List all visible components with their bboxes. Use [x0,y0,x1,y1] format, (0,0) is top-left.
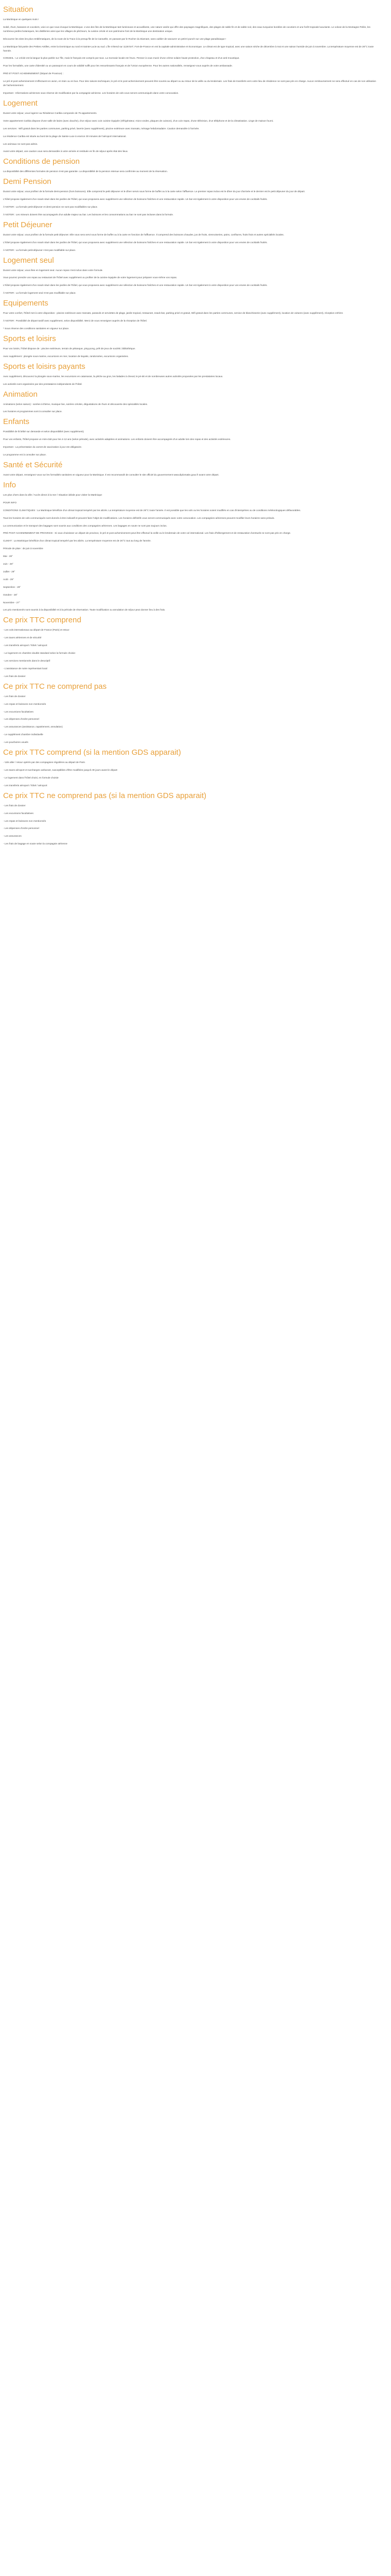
paragraph: POUR INFO [3,501,17,504]
section [3,417,379,457]
section-title: Demi Pension [3,177,52,187]
paragraph: Animations (selon saison) : soirées à thème, musique live, soirées créoles, dégustations de rhum et découverte des spécialités locales. [3,402,148,405]
paragraph: Vous pourrez prendre vos repas au restaurant de l'hôtel avec supplément ou profiter de la cuisine équipée de votre logement pour préparer vous-même vos repas. [3,276,177,279]
paragraph: Votre appartement Caribia dispose d'une salle de bains (avec douche), d'un séjour avec coin cuisine équipée (réfrigérateur, micro-ondes, plaques de cuisson), d'un coin repas, d'une télévision, d'un téléphone et de la climatisation. Linge de maison fourni. [3,119,274,122]
paragraph: - Les excursions facultatives [3,811,34,815]
section [3,5,379,95]
section-title: Sports et loisirs [3,334,56,343]
paragraph: À NOTER : La formule logement seul n'est pas modifiable sur place. [3,292,76,295]
section-title: Equipements [3,299,48,308]
paragraph: - Les vols internationaux au départ de France (Paris) et retour [3,629,70,632]
section-title: Conditions de pension [3,157,80,166]
paragraph: - Les excursions facultatives [3,710,34,713]
paragraph: À NOTER : La formule petit-déjeuner n'est pas modifiable sur place. [3,248,76,251]
section-title: Logement [3,98,38,108]
section-title: Ce prix TTC ne comprend pas [3,682,107,691]
paragraph: La disponibilité des différentes formules de pension n'est pas garantie. La disponibilité de la pension retenue sera confirmée au moment de la réservation. [3,170,168,173]
paragraph: - Les dépenses d'ordre personnel [3,718,39,721]
paragraph: - Les transferts aéroport / hôtel / aéroport [3,644,47,647]
paragraph: Les horaires et programmes sont à consulter sur place. [3,410,62,413]
paragraph: - Les assurances (assistance, rapatriement, annulation) [3,725,63,728]
section [3,748,379,788]
paragraph: L'hôtel propose également d'un snack situé dans les jardins de l'hôtel, qui vous proposera avec supplément une sélection de boissons fraîches et une restauration rapide. Un bar est également à votre disposition pour vos envies de cocktails fruités. [3,241,268,244]
paragraph: Avant votre départ, une caution vous sera demandée à votre arrivée et restituée en fin de séjour après état des lieux. [3,150,128,153]
paragraph: PRÉ POST ACHEMINEMENT DE PROVINCE : Si vous choisissez un départ de province, le pré et post acheminement peut être effectué la veille ou le lendemain de votre vol international. Les frais d'hébergement et de restauration éventuels ne sont pas pris en charge. [3,532,291,535]
section [3,334,379,359]
paragraph: Novembre - 27° [3,601,20,604]
paragraph: L'hôtel propose également d'un snack situé dans les jardins de l'hôtel, qui vous proposera avec supplément une sélection de boissons fraîches et une restauration rapide. Un bar est également à votre disposition pour vos envies de cocktails fruités. [3,284,268,287]
paragraph: - Les transferts aéroport / hôtel / aéroport [3,784,47,787]
section-title: Logement seul [3,256,54,265]
section [3,481,379,613]
paragraph: PRÉ ET POST ACHEMINEMENT (Départ de Province) : [3,72,63,75]
paragraph: La Martinique en quelques mots ! [3,18,39,21]
paragraph: Durant votre séjour, vous profitez de la formule demi-pension (hors boissons). Elle comprend le petit déjeuner et le dîner servis sous forme de buffet ou à la carte selon l'affluence. Le premier repas inclus est le dîner du jour d'arrivée et le dernier est le petit déjeuner du jour de départ. [3,190,305,193]
section [3,99,379,154]
paragraph: - Les taxes aéroport et surcharges carburant, susceptibles d'être modifiées jusqu'à 30 jours avant le départ [3,768,118,771]
paragraph: Durant votre séjour, vous logerez au Résidence Caribia composée de 75 appartements. [3,111,97,114]
paragraph: À NOTER : Possibilité de départ tardif avec supplément, selon disponibilité. Merci de vous renseigner auprès de la réception de l'hôtel. [3,319,148,323]
paragraph: Le pré et post acheminement s'effectuent en avion, en train ou en bus. Pour des raisons techniques, le pré et le post acheminement peuvent être soumis au départ ou au retour de la veille ou du lendemain. Les frais de transferts vers votre lieu de résidence ne sont pas pris en charge. Aucun remboursement ne sera effectué en cas de non utilisation de l'acheminement. [3,80,377,87]
paragraph: - Les frais de bagage en soute selon la compagnie aérienne [3,842,68,845]
paragraph: * Sous réserve des conditions sanitaires en vigueur sur place. [3,327,70,330]
paragraph: La résidence Caribia est située au bord de la plage de Sainte-Luce à environ 30 minutes de l'aéroport international. [3,134,126,138]
paragraph: Découvrez les sites les plus emblématiques, de la route de la Trace à la presqu'île de la Caravelle, en passant par le Rocher du Diamant, sans oublier de savourer un petit ti-punch sur une plage paradisiaque ! [3,37,226,40]
paragraph: - Les frais de dossier [3,804,26,807]
section [3,177,379,217]
page-content [0,0,382,846]
paragraph: Juillet - 29° [3,570,15,573]
paragraph: Important : La présentation du carnet de vaccination à jour est obligatoire. [3,446,82,449]
paragraph: - L'assistance de notre représentant local [3,667,47,670]
paragraph: Avec supplément, découvrez la plongée sous-marine, les excursions en catamaran, la pêche au gros, les balades à cheval, le jet-ski et de nombreuses autres activités proposées par les prestataires locaux. [3,375,223,378]
paragraph: Durant votre séjour, vous profitez de la formule petit déjeuner. Elle vous sera servi sous forme de buffet ou à la carte en fonction de l'affluence. Il comprend des boissons chaudes, jus de fruits, viennoiseries, pains, confitures, fruits frais et autres spécialités locales. [3,233,284,236]
paragraph: - Les repas et boissons non mentionnés [3,702,46,705]
section-title: Ce prix TTC comprend (si la mention GDS apparait) [3,748,181,757]
section-title: Animation [3,389,38,399]
section-title: Sports et loisirs payants [3,362,86,371]
section [3,390,379,414]
section [3,256,379,296]
paragraph: Les animaux ne sont pas admis. [3,142,38,145]
section-title: Santé et Sécurité [3,460,63,469]
paragraph: - Les repas et boissons non mentionnés [3,819,46,822]
section [3,682,379,744]
paragraph: CONDITIONS CLIMATIQUES : La Martinique bénéficie d'un climat tropical tempéré par les alizés. La température moyenne est de 26°C toute l'année. Il est possible que les vols ou les horaires soient modifiés en cas d'intempéries ou de conditions météorologiques défavorables. [3,509,301,512]
paragraph: La communication et le transport des bagages sont soumis aux conditions des compagnies aériennes. Les bagages en soute ne sont pas toujours inclus. [3,524,167,527]
paragraph: Avec supplément : plongée sous-marine, excursions en mer, location de kayaks, randonnées, excursions organisées. [3,354,129,358]
paragraph: - Les assurances [3,835,22,838]
paragraph: - Les pourboires usuels [3,741,28,744]
paragraph: - Le logement dans l'hôtel choisi, en formule choisie [3,776,59,779]
paragraph: Septembre - 29° [3,585,21,588]
paragraph: Pour vos loisirs, l'hôtel dispose de : piscine extérieure, terrain de pétanque, ping-pong, prêt de jeux de société, bibliothèque. [3,347,136,350]
paragraph: CLIMAT : La Martinique bénéficie d'un climat tropical tempéré par les alizés. La température moyenne est de 26°C tout au long de l'année. [3,539,151,543]
section [3,362,379,386]
paragraph: Soleil, rhum, bananes et cocotiers, voici ce que nous évoque la Martinique. L'une des îles de la Martinique tant lumineuse et accueillante, une nature variée qui offre des paysages magnifiques, des plages de sable fin et de sable noir, des eaux turquoise bordées de cocotiers et une forêt tropicale luxuriante. Le volcan de la Montagne Pelée, les nombreux jardins botaniques, les distilleries ainsi que les villages de pêcheurs, la cuisine créole et son patrimoine font de la Martinique une destination unique. [3,25,370,32]
paragraph: - Les dépenses d'ordre personnel [3,827,39,830]
paragraph: Le programme est à consulter sur place. [3,453,46,456]
paragraph: À NOTER : Les mineurs doivent être accompagnés d'un adulte majeur au bar. Les boissons et les consommations au bar ne sont pas incluses dans la formule. [3,213,174,216]
paragraph: Les prix mentionnés sont soumis à la disponibilité et à la période de réservation. Toute modification ou annulation de séjour peut donner lieu à des frais. [3,608,166,612]
paragraph: Période de pluie : de juin à novembre [3,547,43,550]
paragraph: - Les services mentionnés dans le descriptif [3,659,50,662]
paragraph: Possibilité de lit bébé sur demande et selon disponibilité (avec supplément). [3,430,85,433]
paragraph: Octobre - 28° [3,593,18,596]
paragraph: - Vols aller / retour opérés par des compagnies régulières au départ de Paris [3,761,85,764]
paragraph: - Les taxes aériennes et de sécurité [3,636,42,639]
paragraph: Les plus chers dans la ville / Accès direct à la mer / Situation idéale pour visiter la Martinique [3,493,102,496]
section-title: Ce prix TTC comprend [3,616,82,625]
paragraph: Durant votre séjour, vous êtes en logement seul. Aucun repas n'est inclus dans votre formule. [3,268,103,272]
section [3,461,379,477]
section-title: Ce prix TTC ne comprend pas (si la mention GDS apparait) [3,791,207,800]
paragraph: Juin - 28° [3,563,13,566]
paragraph: La Martinique fait partie des Petites Antilles, entre la Dominique au nord et Sainte-Lucie au sud. L'île s'étend sur 1128 km², Fort-de-France en est la capitale administrative et économique. Le climat est de type tropical, avec une saison sèche de décembre à mai et une saison humide de juin à novembre. La température moyenne est de 26°C toute l'année. [3,45,374,52]
paragraph: Avant votre départ, renseignez-vous sur les formalités sanitaires en vigueur pour la Martinique. Il est recommandé de consulter le site officiel du gouvernement www.diplomatie.gouv.fr avant votre départ. [3,473,219,476]
paragraph: Les services : Wifi gratuit dans les parties communes, parking privé, laverie (avec supplément), piscine extérieure avec transats, ménage hebdomadaire. Caution demandée à l'arrivée. [3,127,200,130]
section-title: Situation [3,5,34,14]
section-title: Petit Déjeuner [3,220,53,229]
paragraph: - Le supplément chambre individuelle [3,733,43,736]
section [3,299,379,331]
paragraph: - Les frais de dossier [3,694,26,698]
paragraph: À NOTER : La formule petit-déjeuner et demi-pension ne sont pas modifiables sur place. [3,206,98,209]
section-title: Enfants [3,417,29,427]
paragraph: Août - 29° [3,578,14,581]
paragraph: CONSEIL : Le créole est la langue la plus parlée sur l'île, mais le français est compris par tous. La monnaie locale est l'euro. Pensez à vous munir d'une crème solaire haute protection, d'un chapeau et d'un anti-moustique. [3,57,240,60]
section [3,791,379,846]
paragraph: Les activités sont organisées par des prestataires indépendants de l'hôtel. [3,382,83,385]
paragraph: Mai - 28° [3,555,13,558]
paragraph: Pour votre confort, l'hôtel met à votre disposition : piscine extérieure avec transats, parasols et serviettes de plage, jardin tropical, restaurant, snack-bar, parking privé et gratuit, Wifi gratuit dans les parties communes, service de blanchisserie (avec supplément), location de voitures (avec supplément), réception 24h/24. [3,312,344,315]
paragraph: Tous les horaires de vols communiqués sont donnés à titre indicatif et peuvent faire l'objet de modifications. Les horaires définitifs vous seront communiqués avec votre convocation. Les compagnies aériennes peuvent modifier leurs horaires sans préavis. [3,516,275,519]
paragraph: L'hôtel propose également d'un snack situé dans les jardins de l'hôtel, qui vous proposera avec supplément une sélection de boissons fraîches et une restauration rapide. Un bar est également à votre disposition pour vos envies de cocktails fruités. [3,198,268,201]
paragraph: Pour les formalités, une carte d'identité ou un passeport en cours de validité suffit pour les ressortissants français et de l'Union européenne. Pour les autres nationalités, renseignez-vous auprès de votre ambassade. [3,64,233,67]
paragraph: Important : Informations aériennes sous réserve de modification par la compagnie aérienne. Les horaires de vols vous seront communiqués dans votre convocation. [3,91,179,94]
paragraph: Pour vos enfants, l'hôtel propose un mini-club pour les 4-12 ans (selon période), avec activités adaptées et animations. Les enfants doivent être accompagnés d'un adulte lors des repas et des activités extérieures. [3,438,231,441]
section [3,221,379,252]
section [3,616,379,678]
section [3,157,379,174]
paragraph: - Les frais de dossier [3,674,26,677]
paragraph: - Le logement en chambre double standard selon la formule choisie [3,652,75,655]
section-title: Info [3,480,17,489]
